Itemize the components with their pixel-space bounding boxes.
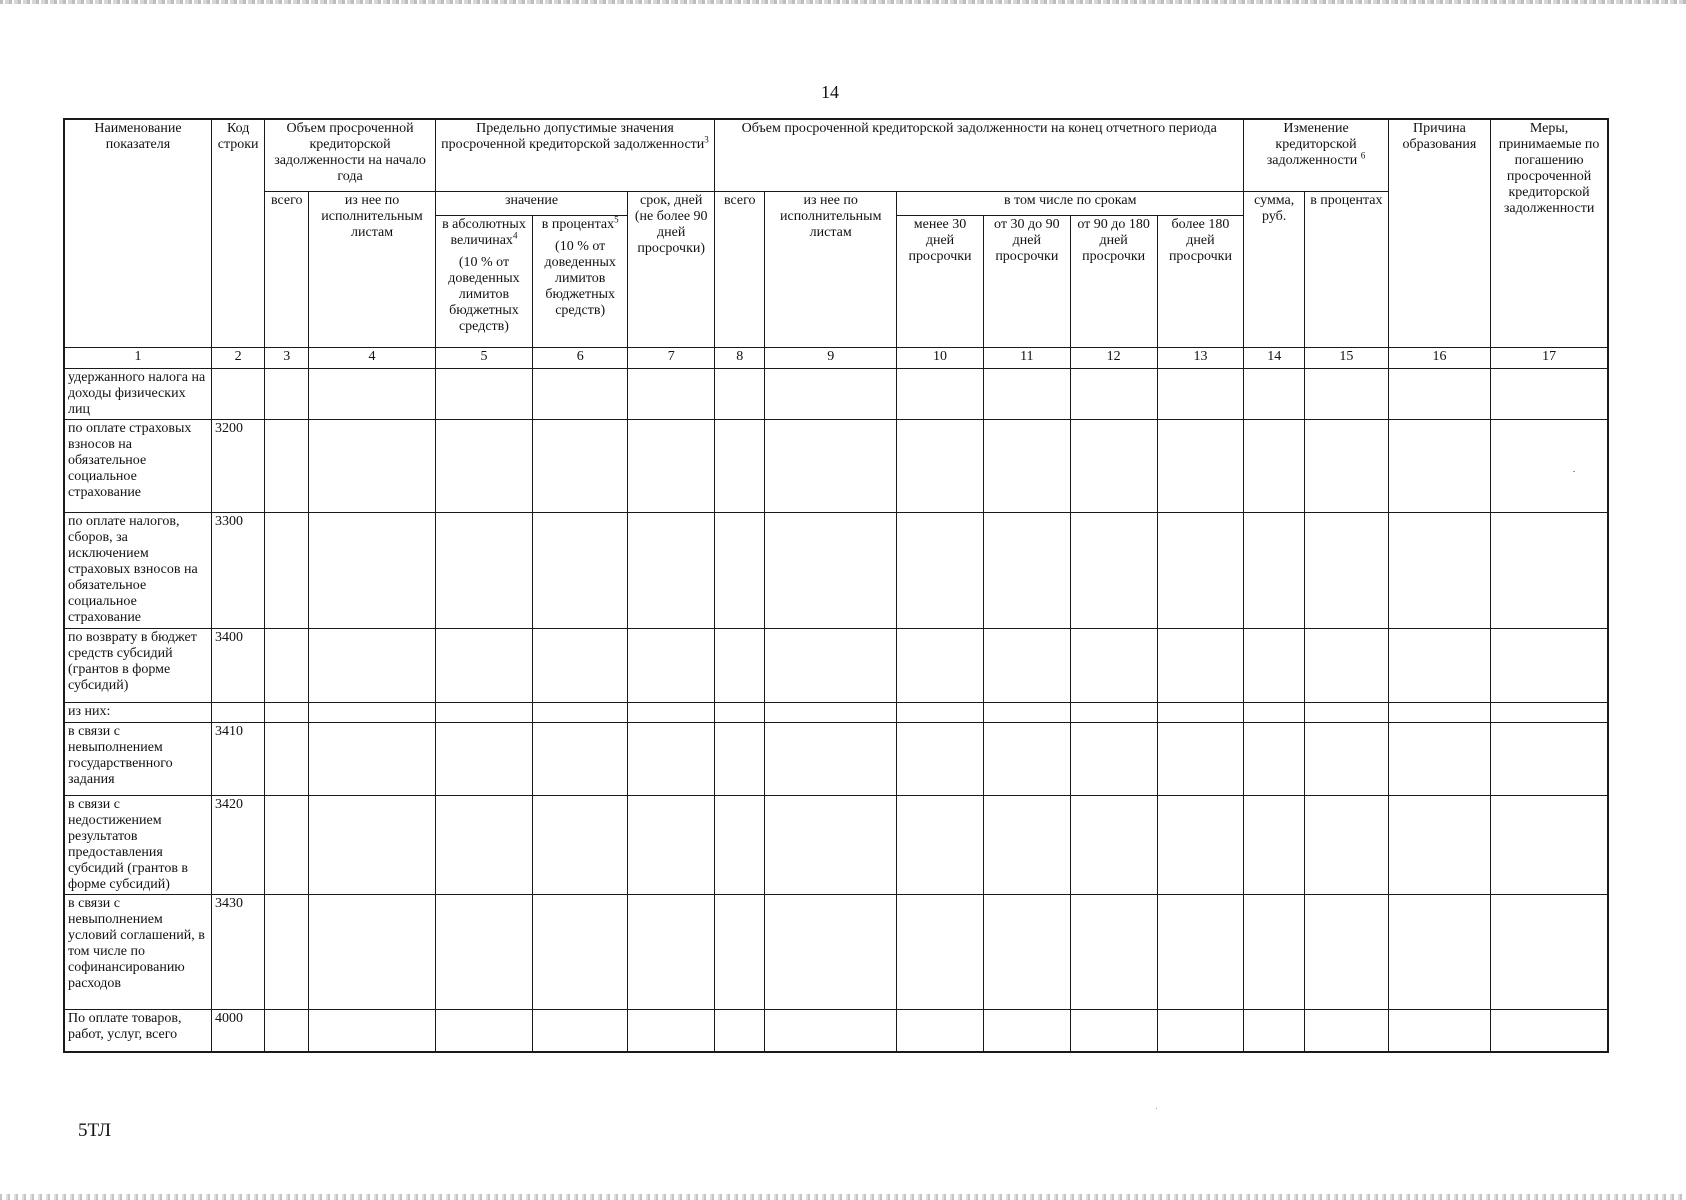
data-cell xyxy=(1305,368,1389,419)
data-cell xyxy=(765,722,897,795)
header-term: срок, дней (не более 90 дней просрочки) xyxy=(628,191,715,347)
data-cell xyxy=(628,795,715,894)
data-cell xyxy=(533,702,628,722)
table-row xyxy=(64,702,1608,722)
data-cell xyxy=(715,368,765,419)
data-cell xyxy=(1491,894,1608,1009)
header-end-volume: Объем просроченной кредиторской задолженности на конец отчетного периода xyxy=(715,119,1244,191)
data-cell xyxy=(533,1009,628,1052)
data-cell xyxy=(1157,702,1244,722)
page-number: 14 xyxy=(821,82,839,102)
data-cell xyxy=(983,419,1070,512)
header-limits-footnote: 3 xyxy=(704,134,709,145)
column-number: 4 xyxy=(309,347,436,368)
data-cell xyxy=(715,512,765,628)
data-cell xyxy=(983,894,1070,1009)
data-cell xyxy=(435,1009,532,1052)
scan-edge-bottom xyxy=(0,1194,1686,1200)
data-cell xyxy=(1305,512,1389,628)
data-cell xyxy=(533,512,628,628)
form-code: 5ТЛ xyxy=(78,1120,112,1141)
data-cell xyxy=(1244,368,1305,419)
data-cell xyxy=(715,628,765,702)
data-cell xyxy=(1388,368,1491,419)
data-cell xyxy=(309,894,436,1009)
data-cell xyxy=(897,702,984,722)
data-cell xyxy=(1244,894,1305,1009)
data-cell xyxy=(309,722,436,795)
data-cell xyxy=(1305,628,1389,702)
data-cell xyxy=(309,1009,436,1052)
data-cell xyxy=(897,419,984,512)
data-cell xyxy=(628,419,715,512)
data-cell xyxy=(435,368,532,419)
data-cell xyxy=(265,419,309,512)
data-cell xyxy=(265,722,309,795)
data-cell xyxy=(1244,702,1305,722)
data-cell xyxy=(533,628,628,702)
row-code: 3430 xyxy=(211,894,264,1009)
data-cell xyxy=(1244,512,1305,628)
data-cell xyxy=(1388,1009,1491,1052)
data-cell xyxy=(533,894,628,1009)
header-change-sum: сумма, руб. xyxy=(1244,191,1305,347)
header-term-lt30: менее 30 дней просрочки xyxy=(897,215,984,347)
data-cell xyxy=(1070,722,1157,795)
data-cell xyxy=(897,512,984,628)
header-change-text: Изменение кредиторской задолженности xyxy=(1266,121,1358,168)
row-name: По оплате товаров, работ, услуг, всего xyxy=(64,1009,211,1052)
row-code: 3410 xyxy=(211,722,264,795)
table-row xyxy=(64,722,1608,795)
row-code: 4000 xyxy=(211,1009,264,1052)
column-number: 12 xyxy=(1070,347,1157,368)
data-cell xyxy=(1388,795,1491,894)
data-cell xyxy=(1070,702,1157,722)
header-pct-label: в процентах xyxy=(541,216,615,232)
data-cell xyxy=(628,368,715,419)
column-number: 9 xyxy=(765,347,897,368)
column-number: 16 xyxy=(1388,347,1491,368)
data-cell xyxy=(897,795,984,894)
header-end-total: всего xyxy=(715,191,765,347)
data-cell xyxy=(1157,1009,1244,1052)
data-cell xyxy=(715,795,765,894)
data-cell xyxy=(897,368,984,419)
data-cell xyxy=(309,512,436,628)
scan-speck xyxy=(1156,1108,1157,1109)
header-name: Наименование показателя xyxy=(64,119,211,347)
scan-edge-top xyxy=(0,0,1686,4)
table-row xyxy=(64,368,1608,419)
data-cell xyxy=(265,512,309,628)
header-start-writs: из нее по исполнительным листам xyxy=(309,191,436,347)
data-cell xyxy=(983,722,1070,795)
column-number: 14 xyxy=(1244,347,1305,368)
header-start-total: всего xyxy=(265,191,309,347)
data-cell xyxy=(983,795,1070,894)
header-change-percent: в процентах xyxy=(1305,191,1389,347)
row-code: 3420 xyxy=(211,795,264,894)
row-name: по оплате страховых взносов на обязательное социальное страхование xyxy=(64,419,211,512)
header-limits-text: Предельно допустимые значения просроченной кредиторской задолженности xyxy=(441,121,705,152)
header-pct xyxy=(533,215,628,347)
data-cell xyxy=(1305,702,1389,722)
data-cell xyxy=(1070,419,1157,512)
table-row xyxy=(64,512,1608,628)
data-cell xyxy=(435,628,532,702)
data-cell xyxy=(765,702,897,722)
data-cell xyxy=(265,702,309,722)
data-cell xyxy=(1491,702,1608,722)
data-cell xyxy=(1157,795,1244,894)
debt-report-table xyxy=(63,118,1609,1053)
data-cell xyxy=(983,368,1070,419)
column-number-row xyxy=(64,347,1608,368)
data-cell xyxy=(265,894,309,1009)
header-abs-note: (10 % от доведенных лимитов бюджетных средств) xyxy=(448,254,520,334)
header-term-gt180: более 180 дней просрочки xyxy=(1157,215,1244,347)
data-cell xyxy=(265,628,309,702)
header-abs-footnote: 4 xyxy=(512,229,518,240)
data-cell xyxy=(897,894,984,1009)
header-by-terms: в том числе по срокам xyxy=(897,191,1244,215)
column-number: 7 xyxy=(628,347,715,368)
data-cell xyxy=(533,419,628,512)
data-cell xyxy=(628,894,715,1009)
row-name: в связи с недостижением результатов предоставления субсидий (грантов в форме субсидий) xyxy=(64,795,211,894)
data-cell xyxy=(435,512,532,628)
data-cell xyxy=(897,628,984,702)
row-name: в связи с невыполнением условий соглашений, в том числе по софинансированию расходов xyxy=(64,894,211,1009)
table-body xyxy=(64,368,1608,1052)
data-cell xyxy=(265,1009,309,1052)
data-cell xyxy=(1305,722,1389,795)
data-cell xyxy=(628,722,715,795)
row-code: 3300 xyxy=(211,512,264,628)
column-number: 11 xyxy=(983,347,1070,368)
data-cell xyxy=(1157,722,1244,795)
data-cell xyxy=(765,512,897,628)
data-cell xyxy=(715,702,765,722)
data-cell xyxy=(1491,512,1608,628)
data-cell xyxy=(1305,795,1389,894)
scan-speck xyxy=(1573,471,1575,472)
header-term-30-90: от 30 до 90 дней просрочки xyxy=(983,215,1070,347)
data-cell xyxy=(715,419,765,512)
data-cell xyxy=(309,795,436,894)
data-cell xyxy=(1305,1009,1389,1052)
data-cell xyxy=(435,722,532,795)
data-cell xyxy=(533,795,628,894)
data-cell xyxy=(983,702,1070,722)
data-cell xyxy=(533,368,628,419)
data-cell xyxy=(435,702,532,722)
data-cell xyxy=(309,702,436,722)
data-cell xyxy=(765,1009,897,1052)
table-row xyxy=(64,419,1608,512)
header-pct-note: (10 % от доведенных лимитов бюджетных средств) xyxy=(544,238,616,318)
header-value: значение xyxy=(435,191,627,215)
column-number: 6 xyxy=(533,347,628,368)
table-row xyxy=(64,628,1608,702)
header-code: Код строки xyxy=(211,119,264,347)
data-cell xyxy=(765,368,897,419)
column-number: 17 xyxy=(1491,347,1608,368)
data-cell xyxy=(715,1009,765,1052)
data-cell xyxy=(1491,1009,1608,1052)
data-cell xyxy=(1070,1009,1157,1052)
header-change-footnote: 6 xyxy=(1360,150,1366,161)
data-cell xyxy=(628,702,715,722)
data-cell xyxy=(1070,512,1157,628)
header-start-volume: Объем просроченной кредиторской задолженности на начало года xyxy=(265,119,435,191)
data-cell xyxy=(1388,894,1491,1009)
column-number: 10 xyxy=(897,347,984,368)
data-cell xyxy=(1244,722,1305,795)
data-cell xyxy=(1491,722,1608,795)
row-name: в связи с невыполнением государственного задания xyxy=(64,722,211,795)
data-cell xyxy=(1157,628,1244,702)
data-cell xyxy=(897,722,984,795)
data-cell xyxy=(628,1009,715,1052)
data-cell xyxy=(1305,894,1389,1009)
data-cell xyxy=(1491,419,1608,512)
row-name: по возврату в бюджет средств субсидий (грантов в форме субсидий) xyxy=(64,628,211,702)
data-cell xyxy=(1491,368,1608,419)
data-cell xyxy=(1388,722,1491,795)
data-cell xyxy=(309,419,436,512)
data-cell xyxy=(715,894,765,1009)
data-cell xyxy=(1244,1009,1305,1052)
header-abs xyxy=(435,215,532,347)
data-cell xyxy=(533,722,628,795)
data-cell xyxy=(1157,894,1244,1009)
header-measures: Меры, принимаемые по погашению просроченной кредиторской задолженности xyxy=(1491,119,1608,347)
table-row xyxy=(64,894,1608,1009)
data-cell xyxy=(1388,702,1491,722)
data-cell xyxy=(765,894,897,1009)
data-cell xyxy=(435,419,532,512)
data-cell xyxy=(1244,628,1305,702)
header-change xyxy=(1244,119,1388,191)
data-cell xyxy=(1388,419,1491,512)
data-cell xyxy=(1244,419,1305,512)
data-cell xyxy=(1388,628,1491,702)
row-name: по оплате налогов, сборов, за исключением страховых взносов на обязательное социальное страхование xyxy=(64,512,211,628)
data-cell xyxy=(765,628,897,702)
data-cell xyxy=(1491,628,1608,702)
data-cell xyxy=(983,1009,1070,1052)
table-row xyxy=(64,795,1608,894)
data-cell xyxy=(309,628,436,702)
data-cell xyxy=(715,722,765,795)
header-pct-footnote: 5 xyxy=(614,213,619,224)
data-cell xyxy=(1157,419,1244,512)
header-limits xyxy=(435,119,714,191)
data-cell xyxy=(628,628,715,702)
header-term-90-180: от 90 до 180 дней просрочки xyxy=(1070,215,1157,347)
data-cell xyxy=(1070,894,1157,1009)
row-name: удержанного налога на доходы физических лиц xyxy=(64,368,211,419)
data-cell xyxy=(1070,628,1157,702)
data-cell xyxy=(435,795,532,894)
data-cell xyxy=(765,795,897,894)
column-number: 5 xyxy=(435,347,532,368)
data-cell xyxy=(1157,512,1244,628)
data-cell xyxy=(983,512,1070,628)
header-abs-label: в абсолютных величинах xyxy=(442,216,526,248)
data-cell xyxy=(1491,795,1608,894)
column-number: 15 xyxy=(1305,347,1389,368)
data-cell xyxy=(897,1009,984,1052)
row-name: из них: xyxy=(64,702,211,722)
data-cell xyxy=(1305,419,1389,512)
column-number: 3 xyxy=(265,347,309,368)
data-cell xyxy=(1070,368,1157,419)
data-cell xyxy=(435,894,532,1009)
data-cell xyxy=(1070,795,1157,894)
data-cell xyxy=(983,628,1070,702)
data-cell xyxy=(628,512,715,628)
table-row xyxy=(64,1009,1608,1052)
header-end-writs: из нее по исполнительным листам xyxy=(765,191,897,347)
row-code: 3200 xyxy=(211,419,264,512)
data-cell xyxy=(1157,368,1244,419)
row-code: 3400 xyxy=(211,628,264,702)
data-cell xyxy=(765,419,897,512)
row-code xyxy=(211,702,264,722)
column-number: 2 xyxy=(211,347,264,368)
row-code xyxy=(211,368,264,419)
data-cell xyxy=(309,368,436,419)
data-cell xyxy=(265,795,309,894)
data-cell xyxy=(1388,512,1491,628)
header-reason: Причина образования xyxy=(1388,119,1491,347)
column-number: 1 xyxy=(64,347,211,368)
data-cell xyxy=(1244,795,1305,894)
column-number: 13 xyxy=(1157,347,1244,368)
data-cell xyxy=(265,368,309,419)
column-number: 8 xyxy=(715,347,765,368)
